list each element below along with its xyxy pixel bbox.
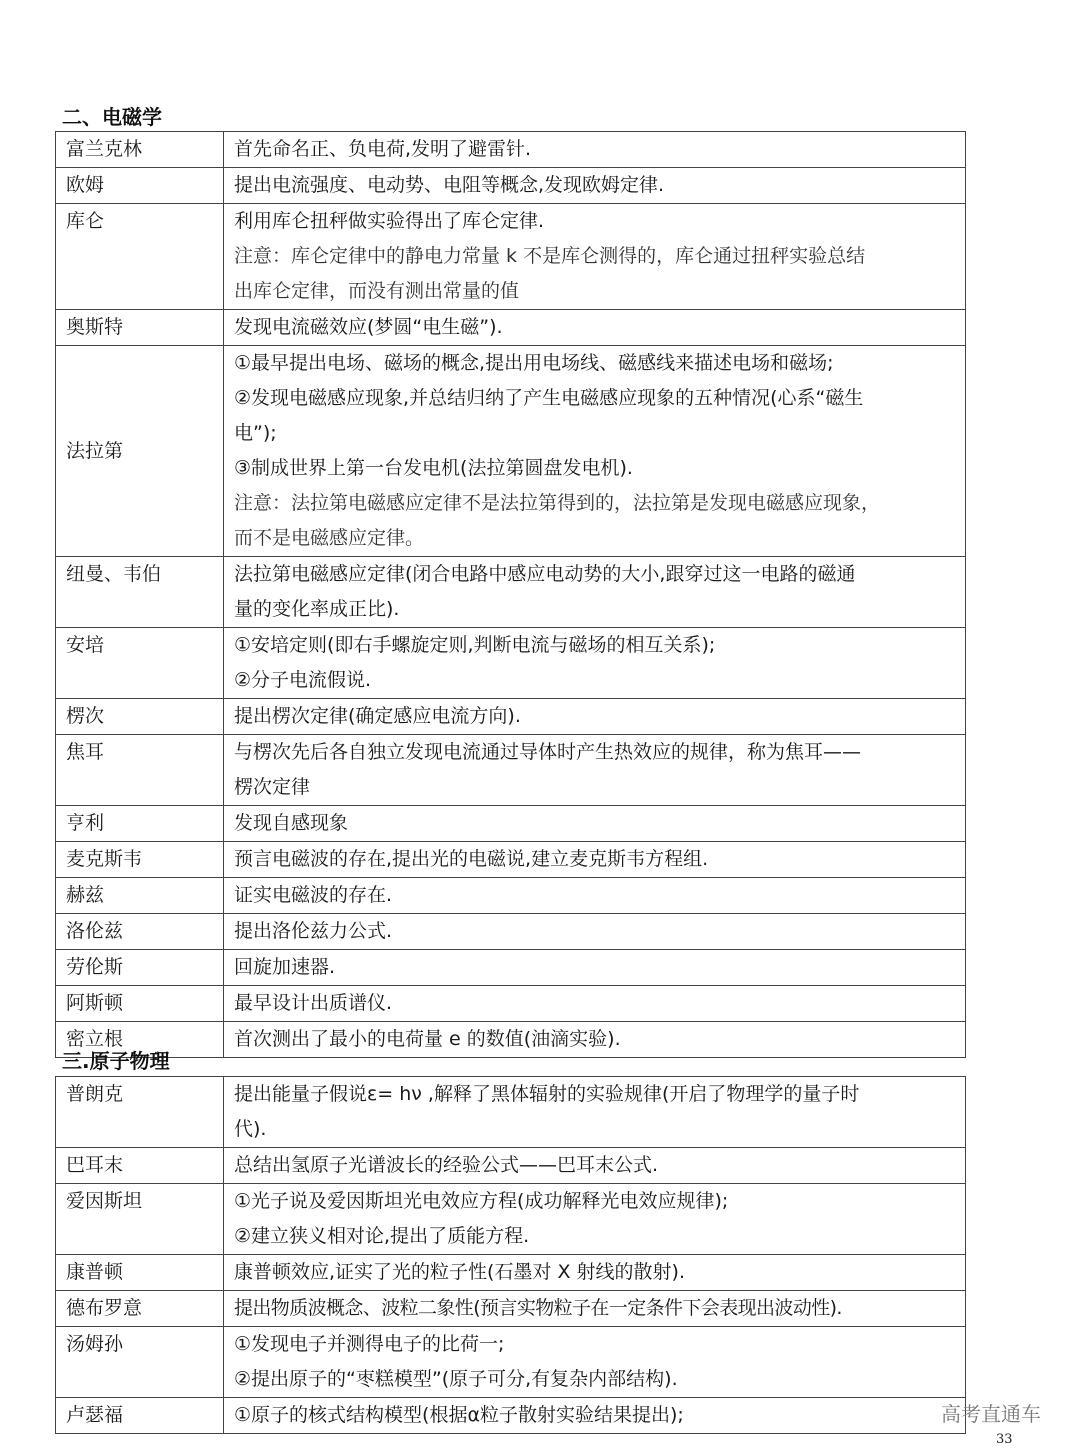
- contribution: [224, 878, 966, 914]
- contribution: [224, 310, 966, 346]
- contribution: [224, 842, 966, 878]
- contribution-line: ③制成世界上第一台发电机(法拉第圆盘发电机).: [234, 457, 633, 479]
- contribution: [224, 735, 966, 806]
- table-row: [56, 1327, 966, 1398]
- contribution: [224, 628, 966, 699]
- table-row: [56, 168, 966, 204]
- table-row: [56, 735, 966, 806]
- scientist-name: 汤姆孙: [56, 1327, 224, 1398]
- table-row: [56, 204, 966, 310]
- contribution: [224, 1077, 966, 1148]
- contribution-line: 预言电磁波的存在,提出光的电磁说,建立麦克斯韦方程组.: [234, 848, 709, 870]
- contribution-line: ①发现电子并测得电子的比荷一;: [234, 1333, 505, 1355]
- table-row: [56, 1291, 966, 1327]
- contribution-line: 提出电流强度、电动势、电阻等概念,发现欧姆定律.: [234, 174, 665, 196]
- contribution-line: 与楞次先后各自独立发现电流通过导体时产生热效应的规律，称为焦耳——: [234, 741, 862, 763]
- contribution-line: ①安培定则(即右手螺旋定则,判断电流与磁场的相互关系);: [234, 634, 716, 656]
- scientist-name: 德布罗意: [56, 1291, 224, 1327]
- table-row: [56, 628, 966, 699]
- contribution: [224, 557, 966, 628]
- scientist-name: 富兰克林: [56, 132, 224, 168]
- contribution: [224, 1184, 966, 1255]
- scientist-name: 亨利: [56, 806, 224, 842]
- scientist-name: 焦耳: [56, 735, 224, 806]
- table-row: [56, 878, 966, 914]
- table-row: [56, 1077, 966, 1148]
- scientist-name: 爱因斯坦: [56, 1184, 224, 1255]
- contribution-line: 提出物质波概念、波粒二象性(预言实物粒子在一定条件下会表现出波动性).: [234, 1297, 842, 1319]
- scientist-name: 赫兹: [56, 878, 224, 914]
- table-row: [56, 1255, 966, 1291]
- contribution-line: 回旋加速器.: [234, 956, 336, 978]
- note-line: 出库仑定律，而没有测出常量的值: [234, 280, 520, 302]
- scientist-name: 劳伦斯: [56, 950, 224, 986]
- contribution-line: 楞次定律: [234, 776, 311, 798]
- contribution: [224, 806, 966, 842]
- contribution-line: ②发现电磁感应现象,并总结归纳了产生电磁感应现象的五种情况(心系“磁生: [234, 387, 864, 409]
- scientist-name: 法拉第: [56, 346, 224, 557]
- contribution-line: 证实电磁波的存在.: [234, 884, 393, 906]
- contribution-line: 代).: [234, 1118, 267, 1140]
- contribution-line: 利用库仑扭秤做实验得出了库仑定律.: [234, 210, 545, 232]
- contribution-line: ②提出原子的“枣糕模型”(原子可分,有复杂内部结构).: [234, 1368, 678, 1390]
- scientist-name: 阿斯顿: [56, 986, 224, 1022]
- scientist-name: 麦克斯韦: [56, 842, 224, 878]
- contribution-line: ①光子说及爱因斯坦光电效应方程(成功解释光电效应规律);: [234, 1190, 729, 1212]
- contribution-line: 电”);: [234, 422, 277, 444]
- table-row: [56, 310, 966, 346]
- contribution-line: 首次测出了最小的电荷量 e 的数值(油滴实验).: [234, 1028, 621, 1050]
- contribution: [224, 986, 966, 1022]
- contribution-line: 提出能量子假说ε= hν ,解释了黑体辐射的实验规律(开启了物理学的量子时: [234, 1083, 860, 1105]
- electromagnetism-table: [55, 131, 966, 1058]
- contribution: [224, 1291, 966, 1327]
- scientist-name: 奥斯特: [56, 310, 224, 346]
- table-row: [56, 1022, 966, 1058]
- contribution-line: 总结出氢原子光谱波长的经验公式——巴耳末公式.: [234, 1154, 659, 1176]
- scientist-name: 巴耳末: [56, 1148, 224, 1184]
- section-title-atomic-physics: 三.原子物理: [62, 1049, 170, 1073]
- contribution-line: 发现自感现象: [234, 812, 349, 834]
- contribution-line: 提出楞次定律(确定感应电流方向).: [234, 705, 521, 727]
- contribution: [224, 1327, 966, 1398]
- contribution-line: 提出洛伦兹力公式.: [234, 920, 393, 942]
- table-row: [56, 950, 966, 986]
- scientist-name: 安培: [56, 628, 224, 699]
- atomic-physics-table: [55, 1076, 966, 1434]
- table-row: [56, 806, 966, 842]
- contribution: [224, 699, 966, 735]
- table-row: [56, 699, 966, 735]
- contribution-line: 法拉第电磁感应定律(闭合电路中感应电动势的大小,跟穿过这一电路的磁通: [234, 563, 856, 585]
- contribution-line: ①最早提出电场、磁场的概念,提出用电场线、磁感线来描述电场和磁场;: [234, 352, 834, 374]
- table-row: [56, 1398, 966, 1434]
- scientist-name: 康普顿: [56, 1255, 224, 1291]
- table-row: [56, 1148, 966, 1184]
- contribution: [224, 950, 966, 986]
- note-line: 注意：法拉第电磁感应定律不是法拉第得到的，法拉第是发现电磁感应现象，: [234, 492, 881, 514]
- scientist-name: 普朗克: [56, 1077, 224, 1148]
- scientist-name: 库仑: [56, 204, 224, 310]
- contribution: [224, 1255, 966, 1291]
- scientist-name: 楞次: [56, 699, 224, 735]
- contribution-line: 首先命名正、负电荷,发明了避雷针.: [234, 138, 532, 160]
- scientist-name: 纽曼、韦伯: [56, 557, 224, 628]
- contribution: [224, 914, 966, 950]
- table-row: [56, 557, 966, 628]
- watermark: 高考直通车: [941, 1402, 1041, 1426]
- page-number: 33: [996, 1432, 1013, 1447]
- contribution-line: ①原子的核式结构模型(根据α粒子散射实验结果提出);: [234, 1404, 684, 1426]
- contribution: [224, 1148, 966, 1184]
- table-row: [56, 1184, 966, 1255]
- contribution: [224, 1398, 966, 1434]
- contribution-line: ②分子电流假说.: [234, 669, 372, 691]
- contribution: [224, 168, 966, 204]
- contribution: [224, 346, 966, 557]
- table-row: [56, 132, 966, 168]
- scientist-name: 密立根: [56, 1022, 224, 1058]
- contribution: [224, 1022, 966, 1058]
- table-row: [56, 986, 966, 1022]
- contribution: [224, 132, 966, 168]
- section-title-electromagnetism: 二、电磁学: [62, 105, 162, 129]
- table-row: [56, 914, 966, 950]
- scientist-name: 洛伦兹: [56, 914, 224, 950]
- note-line: 而不是电磁感应定律。: [234, 527, 425, 549]
- contribution-line: ②建立狭义相对论,提出了质能方程.: [234, 1225, 530, 1247]
- contribution-line: 康普顿效应,证实了光的粒子性(石墨对 X 射线的散射).: [234, 1261, 686, 1283]
- table-row: [56, 842, 966, 878]
- contribution-line: 量的变化率成正比).: [234, 598, 400, 620]
- table-row: [56, 346, 966, 557]
- scientist-name: 欧姆: [56, 168, 224, 204]
- contribution: [224, 204, 966, 310]
- contribution-line: 发现电流磁效应(梦圆“电生磁”).: [234, 316, 503, 338]
- contribution-line: 最早设计出质谱仪.: [234, 992, 393, 1014]
- scientist-name: 卢瑟福: [56, 1398, 224, 1434]
- note-line: 注意：库仑定律中的静电力常量 k 不是库仑测得的，库仑通过扭秤实验总结: [234, 245, 866, 267]
